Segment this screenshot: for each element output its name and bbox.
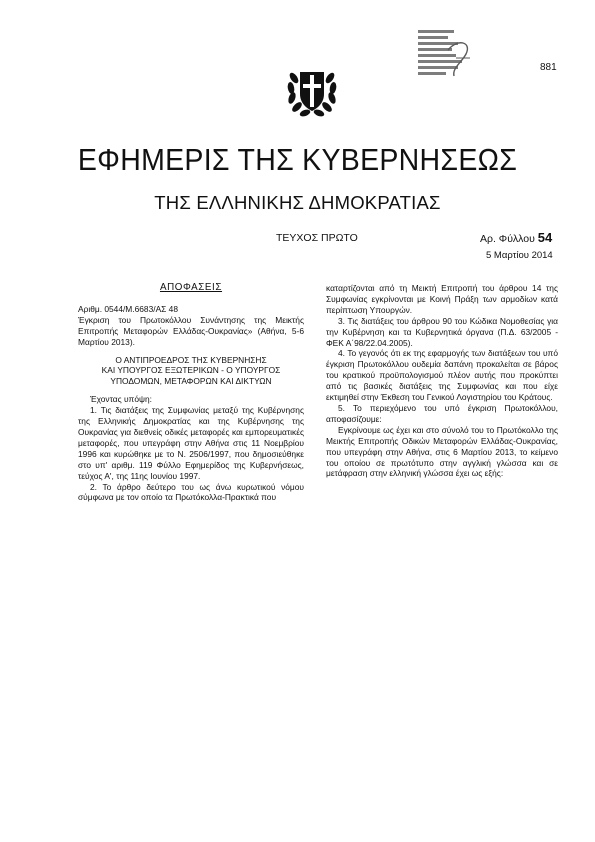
authority-line-1: Ο ΑΝΤΙΠΡΟΕΔΡΟΣ ΤΗΣ ΚΥΒΕΡΝΗΣΗΣ [115, 354, 267, 365]
paragraph-6: Εγκρίνουμε ως έχει και στο σύνολό του το Πρωτόκολλο της Μεικτής Επιτροπής Οδικών Μεταφορών Ελλάδας-Ουκρανίας, που υπεγράφη στην Αθήνα, στις 6 Μαρτίου 2013, το κείμενο του οποίου σε πρωτότυπο στην αγγλική γλώσσα και σε μετάφραση στην ελληνική γλώσσα έχει ως εξής: [326, 424, 558, 479]
gazette-subtitle: ΤΗΣ ΕΛΛΗΝΙΚΗΣ ΔΗΜΟΚΡΑΤΙΑΣ [154, 192, 441, 213]
digital-signature-stamp [418, 28, 474, 80]
sheet-label: Αρ. Φύλλου [480, 233, 535, 245]
greek-emblem-icon [286, 60, 338, 120]
sheet-number-block [480, 230, 552, 245]
paragraph-5: 5. Το περιεχόμενο του υπό έγκριση Πρωτοκόλλου, αποφασίζουμε: [326, 402, 558, 424]
left-column [78, 283, 304, 503]
authority-line-2: ΚΑΙ ΥΠΟΥΡΓΟΣ ΕΞΩΤΕΡΙΚΩΝ - Ο ΥΠΟΥΡΓΟΣ [101, 365, 281, 376]
paragraph-2: 2. Το άρθρο δεύτερο του ως άνω κυρωτικού νόμου σύμφωνα με τον οποίο τα Πρωτόκολλα-Πρακτικά που [78, 481, 304, 503]
decision-number: Αριθμ. 0544/Μ.6683/ΑΣ 48 [78, 303, 178, 314]
issue-label: ΤΕΥΧΟΣ ΠΡΩΤΟ [276, 232, 358, 244]
signature-stamp-icon [418, 28, 474, 80]
paragraph-2-continued: καταρτίζονται από τη Μεικτή Επιτροπή του άρθρου 14 της Συμφωνίας εγκρίνονται με Κοινή Πράξη των αρμοδίων κατά περίπτωση Υπουργών. [326, 283, 558, 315]
section-heading: ΑΠΟΦΑΣΕΙΣ [159, 282, 223, 293]
coat-of-arms-emblem [286, 60, 338, 120]
right-column [326, 283, 558, 479]
publication-date: 5 Μαρτίου 2014 [486, 250, 553, 261]
sheet-number: 54 [537, 230, 553, 245]
paragraph-3: 3. Τις διατάξεις του άρθρου 90 του Κώδικα Νομοθεσίας για την Κυβέρνηση και τα Κυβερνητικά όργανα (Π.Δ. 63/2005 - ΦΕΚ Α΄98/22.04.2005). [326, 315, 558, 348]
considering-line: Έχοντας υπόψη: [90, 394, 152, 405]
decision-title: Έγκριση του Πρωτοκόλλου Συνάντησης της Μεικτής Επιτροπής Μεταφορών Ελλάδας-Ουκρανίας» (Αθήνα, 5-6 Μαρτίου 2013). [78, 314, 304, 347]
authority-line-3: ΥΠΟΔΟΜΩΝ, ΜΕΤΑΦΟΡΩΝ ΚΑΙ ΔΙΚΤΥΩΝ [110, 376, 272, 387]
paragraph-1: 1. Τις διατάξεις της Συμφωνίας μεταξύ της Κυβέρνησης της Ελληνικής Δημοκρατίας και της Κυβέρνησης της Ουκρανίας για διεθνείς οδικές μεταφορές και εμπορευματικές μεταφορές, που υπεγράφη στην Αθήνα στις 11 Νοεμβρίου 1996 και κυρώθηκε με το Ν. 2506/1997, που δημοσιεύθηκε στο υπ' αριθμ. 119 Φύλλο Εφημερίδος της Κυβερνήσεως, τεύχος Α', της 11ης Ιουνίου 1997. [78, 405, 304, 481]
page-number: 881 [540, 62, 557, 73]
paragraph-4: 4. Το γεγονός ότι εκ της εφαρμογής των διατάξεων του υπό έγκριση Πρωτοκόλλου ουδεμία δαπάνη προκαλείται σε βάρος του κρατικού προϋπολογισμού πλέον αυτής που προκύπτει από τις βασικές διατάξεις της Συμφωνίας και που είχε εκτιμηθεί στην Έκθεση του Γενικού Λογιστηρίου του Κράτους. [326, 348, 558, 403]
gazette-title: ΕΦΗΜΕΡΙΣ ΤΗΣ ΚΥΒΕΡΝΗΣΕΩΣ [77, 142, 518, 177]
